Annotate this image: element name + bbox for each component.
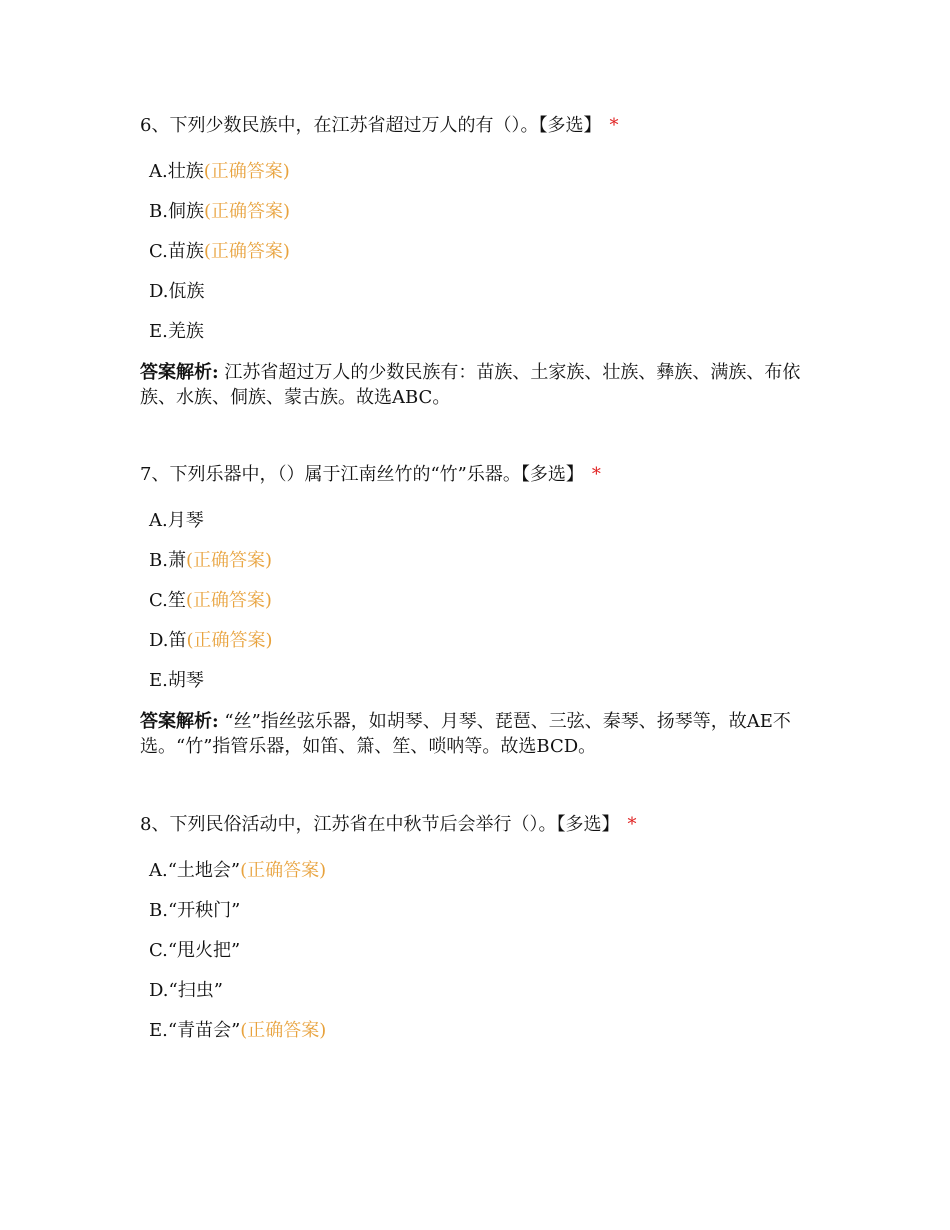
question-title — [140, 813, 820, 837]
option-label: B.萧 — [149, 550, 186, 571]
option-label: D.笛 — [149, 630, 187, 651]
question-title — [140, 463, 820, 487]
option-label: A.壮族 — [149, 161, 204, 182]
option-c[interactable] — [149, 240, 820, 280]
option-a[interactable] — [149, 160, 820, 200]
required-asterisk: * — [627, 814, 637, 835]
option-label: B.侗族 — [149, 201, 204, 222]
option-label: D.佤族 — [149, 281, 205, 302]
correct-answer-tag: (正确答案) — [186, 630, 273, 651]
options-list — [140, 509, 820, 709]
options-list — [140, 859, 820, 1059]
option-a[interactable] — [149, 859, 820, 899]
answer-analysis — [140, 709, 820, 759]
option-label: C.笙 — [149, 590, 186, 611]
option-label: E.“青苗会” — [149, 1020, 241, 1041]
option-a[interactable] — [149, 509, 820, 549]
correct-answer-tag: (正确答案) — [185, 550, 272, 571]
analysis-text: “丝”指丝弦乐器，如胡琴、月琴、琵琶、三弦、秦琴、扬琴等，故AE不选。“竹”指管乐器，如笛、箫、笙、唢呐等。故选BCD。 — [140, 711, 791, 757]
option-b[interactable] — [149, 549, 820, 589]
correct-answer-tag: (正确答案) — [240, 1020, 327, 1041]
correct-answer-tag: (正确答案) — [203, 161, 290, 182]
correct-answer-tag: (正确答案) — [203, 201, 290, 222]
option-b[interactable] — [149, 200, 820, 240]
option-b[interactable] — [149, 899, 820, 939]
question-title — [140, 114, 820, 138]
option-c[interactable] — [149, 939, 820, 979]
option-label: A.月琴 — [149, 510, 204, 531]
required-asterisk: * — [609, 115, 619, 136]
option-d[interactable] — [149, 629, 820, 669]
analysis-label: 答案解析: — [140, 362, 219, 383]
option-label: C.“甩火把” — [149, 940, 241, 961]
option-label: D.“扫虫” — [149, 980, 223, 1001]
answer-analysis — [140, 360, 820, 410]
option-label: B.“开秧门” — [149, 900, 241, 921]
option-c[interactable] — [149, 589, 820, 629]
correct-answer-tag: (正确答案) — [185, 590, 272, 611]
question-title-text: 7、下列乐器中，（）属于江南丝竹的“竹”乐器。【多选】 — [140, 464, 584, 485]
option-label: A.“土地会” — [149, 860, 241, 881]
option-label: E.胡琴 — [149, 670, 204, 691]
correct-answer-tag: (正确答案) — [203, 241, 290, 262]
analysis-label: 答案解析: — [140, 711, 219, 732]
option-label: E.羌族 — [149, 321, 204, 342]
question-8 — [140, 813, 820, 1059]
option-d[interactable] — [149, 280, 820, 320]
options-list — [140, 160, 820, 360]
option-e[interactable] — [149, 669, 820, 709]
question-title-text: 6、下列少数民族中，在江苏省超过万人的有（）。【多选】 — [140, 115, 602, 136]
option-e[interactable] — [149, 320, 820, 360]
correct-answer-tag: (正确答案) — [240, 860, 327, 881]
analysis-text: 江苏省超过万人的少数民族有：苗族、土家族、壮族、彝族、满族、布依族、水族、侗族、蒙古族。故选ABC。 — [140, 362, 801, 408]
question-6 — [140, 114, 820, 410]
option-label: C.苗族 — [149, 241, 204, 262]
required-asterisk: * — [591, 464, 601, 485]
option-d[interactable] — [149, 979, 820, 1019]
option-e[interactable] — [149, 1019, 820, 1059]
question-7 — [140, 463, 820, 759]
question-title-text: 8、下列民俗活动中，江苏省在中秋节后会举行（）。【多选】 — [140, 814, 620, 835]
